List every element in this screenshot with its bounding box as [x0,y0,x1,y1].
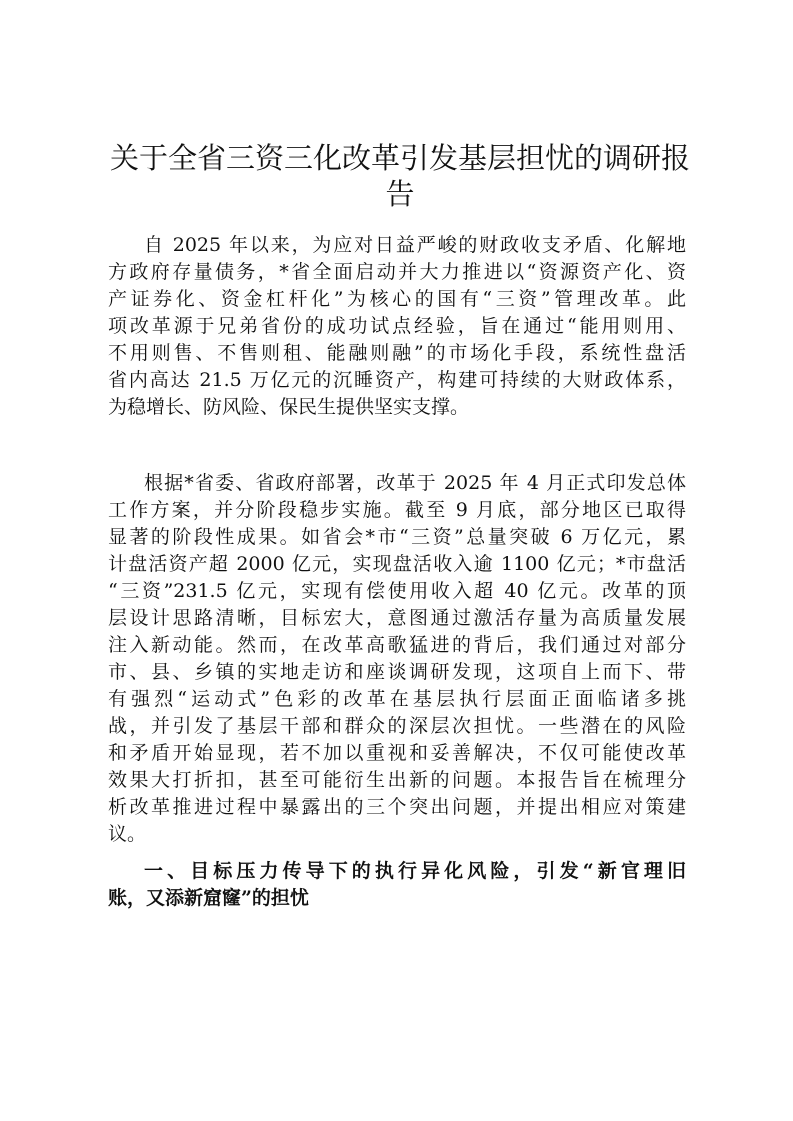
text-line: 战，并引发了基层干部和群众的深层次担忧。一些潜在的风险 [108,715,686,737]
text-line: 方政府存量债务，*省全面启动并大力推进以“资源资产化、资 [108,261,686,283]
text-line: 层设计思路清晰，目标宏大，意图通过激活存量为高质量发展 [108,607,686,629]
paragraph-intro [108,232,686,421]
paragraph-background [108,470,686,848]
title-line: 告 [385,177,415,211]
text-line: 注入新动能。然而，在改革高歌猛进的背后，我们通过对部分 [108,634,686,656]
text-line: 和矛盾开始显现，若不加以重视和妥善解决，不仅可能使改革 [108,742,686,764]
text-line: “三资”231.5 亿元，实现有偿使用收入超 40 亿元。改革的顶 [108,580,686,602]
text-line: 产证券化、资金杠杆化”为核心的国有“三资”管理改革。此 [108,288,686,310]
text-line: 不用则售、不售则租、能融则融”的市场化手段，系统性盘活 [108,342,686,364]
text-line: 一、目标压力传导下的执行异化风险，引发“新官理旧 [144,860,686,882]
text-line: 账，又添新窟窿”的担忧 [108,887,309,909]
text-line: 有强烈“运动式”色彩的改革在基层执行层面正面临诸多挑 [108,688,686,710]
text-line: 根据*省委、省政府部署，改革于 2025 年 4 月正式印发总体 [144,472,686,494]
text-line: 市、县、乡镇的实地走访和座谈调研发现，这项自上而下、带 [108,661,686,683]
text-line: 项改革源于兄弟省份的成功试点经验，旨在通过“能用则用、 [108,315,686,337]
text-line: 议。 [108,823,147,845]
text-line: 效果大打折扣，甚至可能衍生出新的问题。本报告旨在梳理分 [108,769,686,791]
section-heading-1 [108,858,686,912]
text-line: 显著的阶段性成果。如省会*市“三资”总量突破 6 万亿元，累 [108,526,686,548]
document-title [100,140,700,212]
text-line: 析改革推进过程中暴露出的三个突出问题，并提出相应对策建 [108,796,686,818]
text-line: 工作方案，并分阶段稳步实施。截至 9 月底，部分地区已取得 [108,499,686,521]
text-line: 省内高达 21.5 万亿元的沉睡资产，构建可持续的大财政体系， [108,369,686,391]
text-line: 自 2025 年以来，为应对日益严峻的财政收支矛盾、化解地 [144,234,686,256]
title-line: 关于全省三资三化改革引发基层担忧的调研报 [109,141,690,175]
text-line: 为稳增长、防风险、保民生提供坚实支撑。 [108,396,470,418]
text-line: 计盘活资产超 2000 亿元，实现盘活收入逾 1100 亿元；*市盘活 [108,553,686,575]
